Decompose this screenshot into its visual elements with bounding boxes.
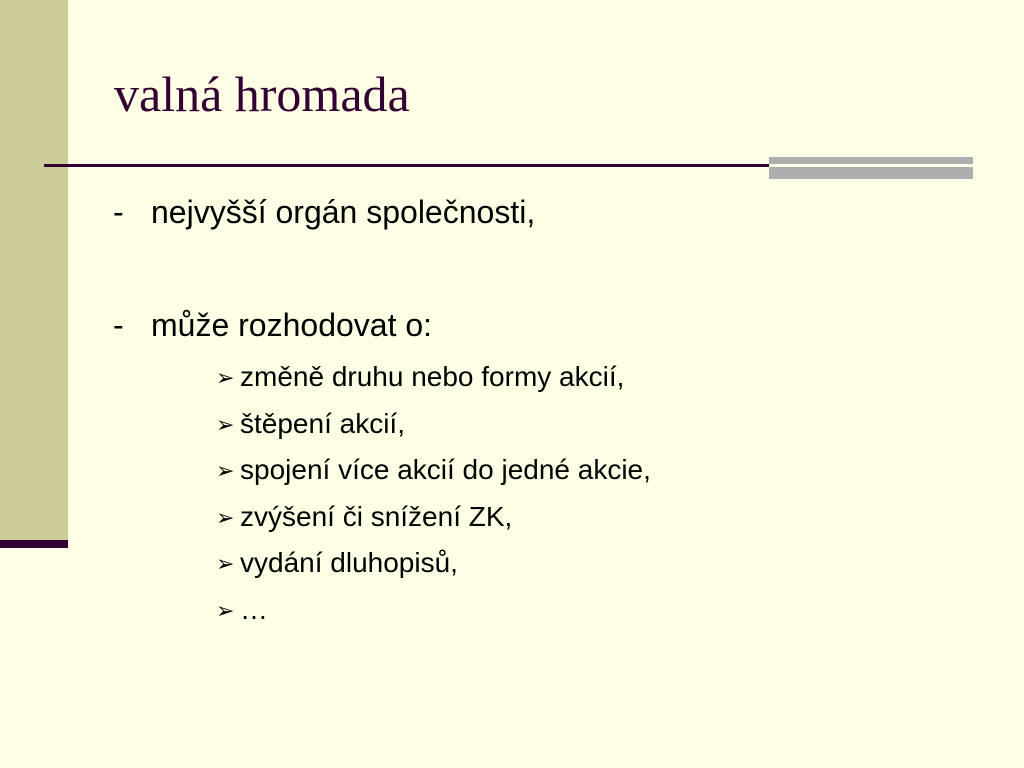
arrow-bullet-icon: ➢ xyxy=(216,412,235,437)
bullet-text: může rozhodovat o: xyxy=(151,307,433,343)
sub-bullet-text: zvýšení či snížení ZK, xyxy=(240,501,513,532)
arrow-bullet-icon: ➢ xyxy=(216,505,235,530)
left-decorative-band xyxy=(0,0,68,540)
slide-title: valná hromada xyxy=(114,66,410,122)
sub-bullet-item xyxy=(216,503,512,531)
sub-bullet-item xyxy=(216,363,624,391)
left-band-accent-line xyxy=(0,540,68,548)
bullet-item xyxy=(113,309,432,341)
title-underline xyxy=(44,164,769,167)
sub-bullet-text: štěpení akcií, xyxy=(240,408,405,439)
sub-bullet-text: změně druhu nebo formy akcií, xyxy=(240,361,625,392)
arrow-bullet-icon: ➢ xyxy=(216,458,235,483)
sub-bullet-text: spojení více akcií do jedné akcie, xyxy=(240,454,651,485)
dash-marker: - xyxy=(113,307,124,343)
dash-marker: - xyxy=(113,194,124,230)
decorative-gray-bar-gap xyxy=(769,164,973,167)
arrow-bullet-icon: ➢ xyxy=(216,551,235,576)
sub-bullet-item xyxy=(216,410,405,438)
bullet-item xyxy=(113,196,535,228)
sub-bullet-item xyxy=(216,456,651,484)
arrow-bullet-icon: ➢ xyxy=(216,598,235,623)
sub-bullet-item xyxy=(216,596,268,624)
decorative-gray-bar xyxy=(769,157,973,179)
sub-bullet-text: vydání dluhopisů, xyxy=(240,547,458,578)
arrow-bullet-icon: ➢ xyxy=(216,365,235,390)
sub-bullet-item xyxy=(216,549,458,577)
sub-bullet-text: … xyxy=(240,594,268,625)
bullet-text: nejvyšší orgán společnosti, xyxy=(151,194,536,230)
